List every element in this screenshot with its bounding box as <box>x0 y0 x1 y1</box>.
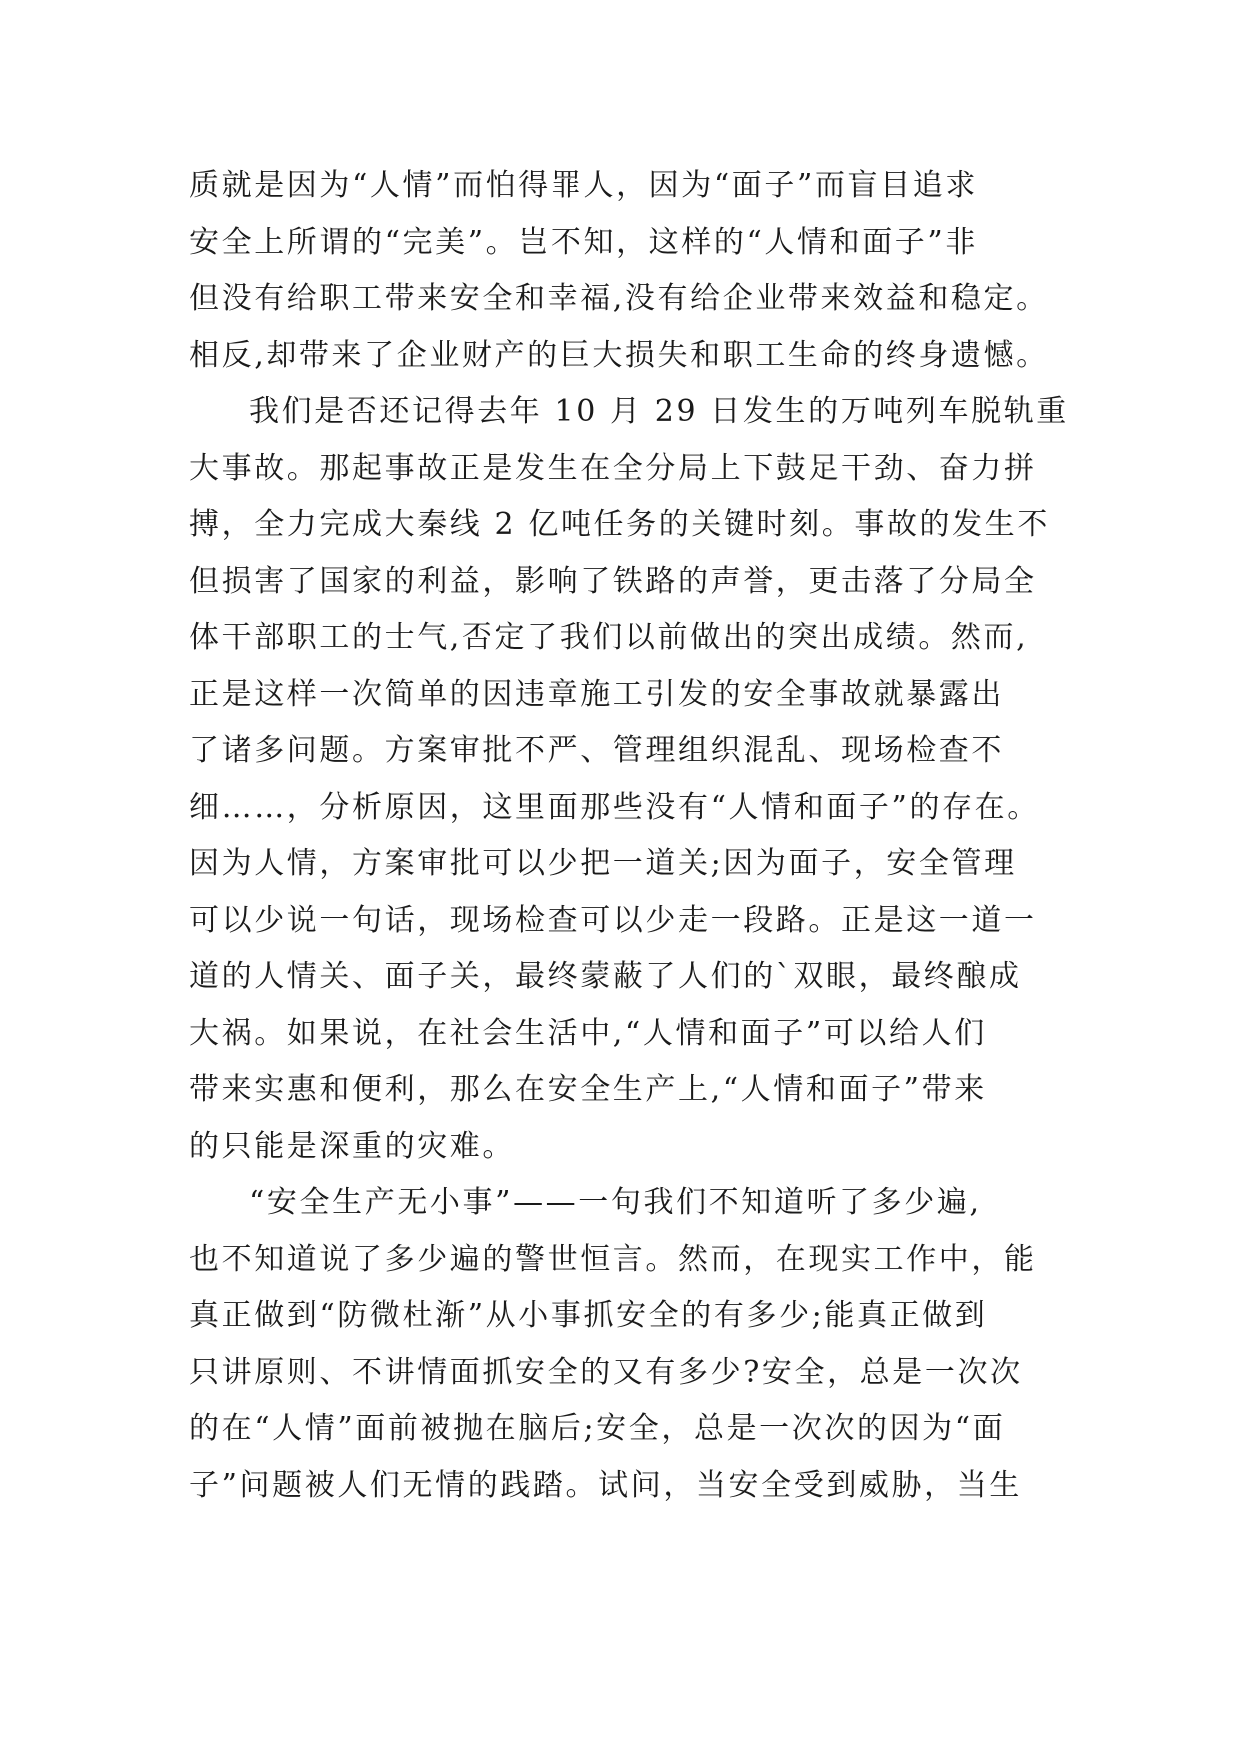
text-line: 因为人情，方案审批可以少把一道关;因为面子，安全管理 <box>189 846 1017 881</box>
text-line: 相反,却带来了企业财产的巨大损失和职工生命的终身遗憾。 <box>189 337 1049 373</box>
text-line: 安全上所谓的“完美”。岂不知，这样的“人情和面子”非 <box>189 224 978 260</box>
text-line: 带来实惠和便利，那么在安全生产上,“人情和面子”带来 <box>189 1072 987 1107</box>
text-line: 也不知道说了多少遍的警世恒言。然而，在现实工作中，能 <box>189 1241 1037 1277</box>
text-line: 但没有给职工带来安全和幸福,没有给企业带来效益和稳定。 <box>189 281 1049 316</box>
text-line: 细……，分析原因，这里面那些没有“人情和面子”的存在。 <box>189 789 1040 825</box>
text-line: 大事故。那起事故正是发生在全分局上下鼓足干劲、奋力拼 <box>189 450 1037 486</box>
text-line: 大祸。如果说，在社会生活中,“人情和面子”可以给人们 <box>189 1015 987 1051</box>
text-line: 的只能是深重的灾难。 <box>189 1128 515 1164</box>
text-line: 道的人情关、面子关，最终蒙蔽了人们的`双眼，最终酿成 <box>189 959 1022 994</box>
text-line: 只讲原则、不讲情面抓安全的又有多少?安全，总是一次次 <box>189 1354 1023 1390</box>
text-line: 子”问题被人们无情的践踏。试问，当安全受到威胁，当生 <box>189 1467 1022 1503</box>
text-line: 搏，全力完成大秦线 2 亿吨任务的关键时刻。事故的发生不 <box>189 507 1050 542</box>
text-line: 但损害了国家的利益，影响了铁路的声誉，更击落了分局全 <box>189 563 1037 599</box>
text-line: 可以少说一句话，现场检查可以少走一段路。正是这一道一 <box>189 902 1037 938</box>
text-line: 体干部职工的士气,否定了我们以前做出的突出成绩。然而, <box>189 620 1029 655</box>
text-line: 质就是因为“人情”而怕得罪人，因为“面子”而盲目追求 <box>189 168 978 203</box>
body-text <box>189 158 1089 1514</box>
text-line: 了诸多问题。方案审批不严、管理组织混乱、现场检查不 <box>189 733 1004 768</box>
text-line: 真正做到“防微杜渐”从小事抓安全的有多少;能真正做到 <box>189 1298 988 1333</box>
text-line: 的在“人情”面前被抛在脑后;安全，总是一次次的因为“面 <box>189 1411 1006 1446</box>
paragraph-start-line: “安全生产无小事”——一句我们不知道听了多少遍, <box>249 1185 982 1220</box>
text-line: 正是这样一次简单的因违章施工引发的安全事故就暴露出 <box>189 676 1004 712</box>
paragraph-start-line: 我们是否还记得去年 10 月 29 日发生的万吨列车脱轨重 <box>249 394 1069 429</box>
